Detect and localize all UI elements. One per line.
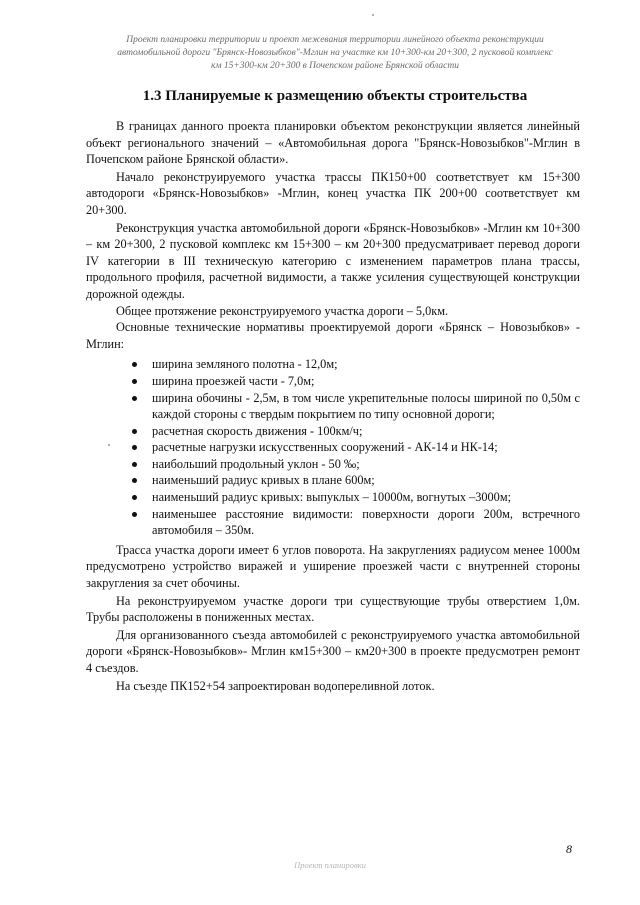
running-footer: Проект планировки xyxy=(294,860,366,870)
bullet-icon xyxy=(132,362,137,367)
list-item: ширина обочины - 2,5м, в том числе укрепительные полосы шириной по 0,50м с каждой стороны с твердым покрытием по типу основной дороги; xyxy=(132,390,580,423)
paragraph: Трасса участка дороги имеет 6 углов поворота. На закруглениях радиусом менее 1000м предусмотрено устройство виражей и уширение проезжей части с внутренней стороны закругления за счет обочины. xyxy=(86,542,580,591)
paragraph: В границах данного проекта планировки объектом реконструкции является линейный объект регионального значений – «Автомобильная дорога "Брянск-Новозыбков"-Мглин в Почепском районе Брянской области». xyxy=(86,119,580,167)
header-line-3: км 15+300-км 20+300 в Почепском районе Брянской области xyxy=(211,61,459,71)
paragraph: Начало реконструируемого участка трассы ПК150+00 соответствует км 15+300 автодороги «Брянск-Новозыбков» -Мглин, конец участка ПК 200+00 соответствует км 20+300. xyxy=(86,169,580,217)
section-title: 1.3 Планируемые к размещению объекты строительства xyxy=(142,88,528,104)
list-item: ширина проезжей части - 7,0м; xyxy=(132,373,580,390)
paragraph: На съезде ПК152+54 запроектирован водопереливной лоток. xyxy=(116,678,435,693)
norms-list xyxy=(86,356,580,539)
paragraph: Реконструкция участка автомобильной дороги «Брянск-Новозыбков» -Мглин км 10+300 – км 20+300, 2 пусковой комплекс км 15+300 – км 20+300 предусматривает перевод дороги IV категории в III техническую категорию с изменением параметров плана трассы, продольного профиля, расчетной видимости, а также усиления существующей конструкции дорожной одежды. xyxy=(86,220,580,301)
bullet-icon xyxy=(132,445,137,450)
paragraph: Общее протяжение реконструируемого участка дороги – 5,0км. xyxy=(116,303,449,318)
paragraph: Для организованного съезда автомобилей с реконструируемого участка автомобильной дороги «Брянск-Новозыбков»- Мглин км15+300 – км20+300 в проекте предусмотрен ремонт 4 съездов. xyxy=(86,627,580,675)
bullet-icon xyxy=(132,462,137,467)
scan-speck xyxy=(372,14,374,16)
list-item: расчетные нагрузки искусственных сооружений - АК-14 и НК-14; xyxy=(132,439,580,456)
header-line-2: автомобильной дороги "Брянск-Новозыбков"-Мглин на участке км 10+300-км 20+300, 2 пусковой комплекс xyxy=(117,48,553,58)
body-text xyxy=(86,118,580,694)
list-item: наименьший радиус кривых в плане 600м; xyxy=(132,472,580,489)
running-header xyxy=(80,34,590,73)
list-item: наибольший продольный уклон - 50 ‰; xyxy=(132,456,580,473)
list-item: наименьшее расстояние видимости: поверхности дороги 200м, встречного автомобиля – 350м. xyxy=(132,506,580,539)
scan-speck xyxy=(108,444,110,446)
bullet-icon xyxy=(132,379,137,384)
bullet-icon xyxy=(132,478,137,483)
paragraph: На реконструируемом участке дороги три существующие трубы отверстием 1,0м. Трубы расположены в пониженных местах. xyxy=(86,593,580,625)
bullet-icon xyxy=(132,495,137,500)
header-line-1: Проект планировки территории и проект межевания территории линейного объекта реконструкции xyxy=(126,35,544,45)
page-number: 8 xyxy=(566,842,572,856)
paragraph: Основные технические нормативы проектируемой дороги «Брянск – Новозыбков» - Мглин: xyxy=(86,320,580,351)
bullet-icon xyxy=(132,512,137,517)
list-item: расчетная скорость движения - 100км/ч; xyxy=(132,423,580,440)
list-item: ширина земляного полотна - 12,0м; xyxy=(132,356,580,373)
bullet-icon xyxy=(132,396,137,401)
list-item: наименьший радиус кривых: выпуклых – 10000м, вогнутых –3000м; xyxy=(132,489,580,506)
bullet-icon xyxy=(132,429,137,434)
